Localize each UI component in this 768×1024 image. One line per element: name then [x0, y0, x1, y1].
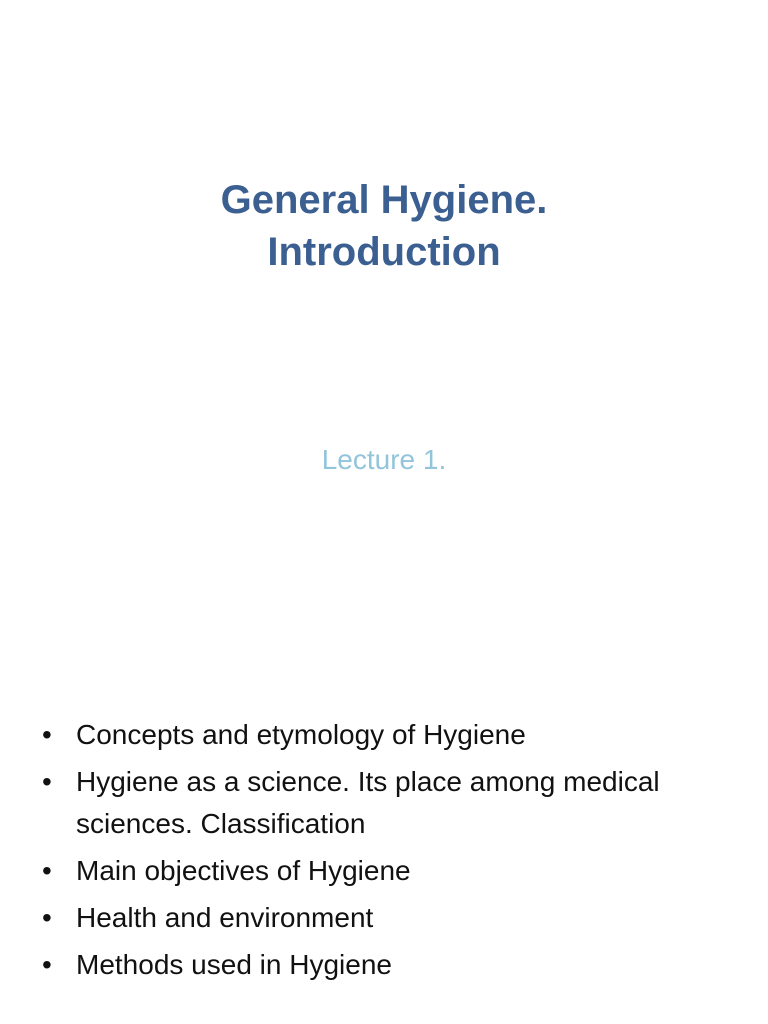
bullet-text: Methods used in Hygiene [76, 949, 392, 980]
list-item [40, 714, 740, 756]
bullet-text: Health and environment [76, 902, 374, 933]
list-item [40, 850, 740, 892]
title-line-1: General Hygiene. [220, 178, 548, 222]
bullet-dot-icon: • [42, 855, 52, 886]
bullet-list [40, 714, 740, 991]
list-item [40, 897, 740, 939]
list-item [40, 944, 740, 986]
bullet-text: Concepts and etymology of Hygiene [76, 719, 526, 750]
title-line-2: Introduction [267, 230, 501, 274]
list-item [40, 761, 740, 845]
bullet-dot-icon: • [42, 949, 52, 980]
slide-title [0, 174, 768, 278]
bullet-dot-icon: • [42, 902, 52, 933]
slide-subtitle: Lecture 1. [321, 444, 447, 475]
bullet-text: Main objectives of Hygiene [76, 855, 411, 886]
bullet-dot-icon: • [42, 719, 52, 750]
bullet-dot-icon: • [42, 766, 52, 797]
bullet-text: Hygiene as a science. Its place among medical sciences. Classification [76, 766, 660, 839]
